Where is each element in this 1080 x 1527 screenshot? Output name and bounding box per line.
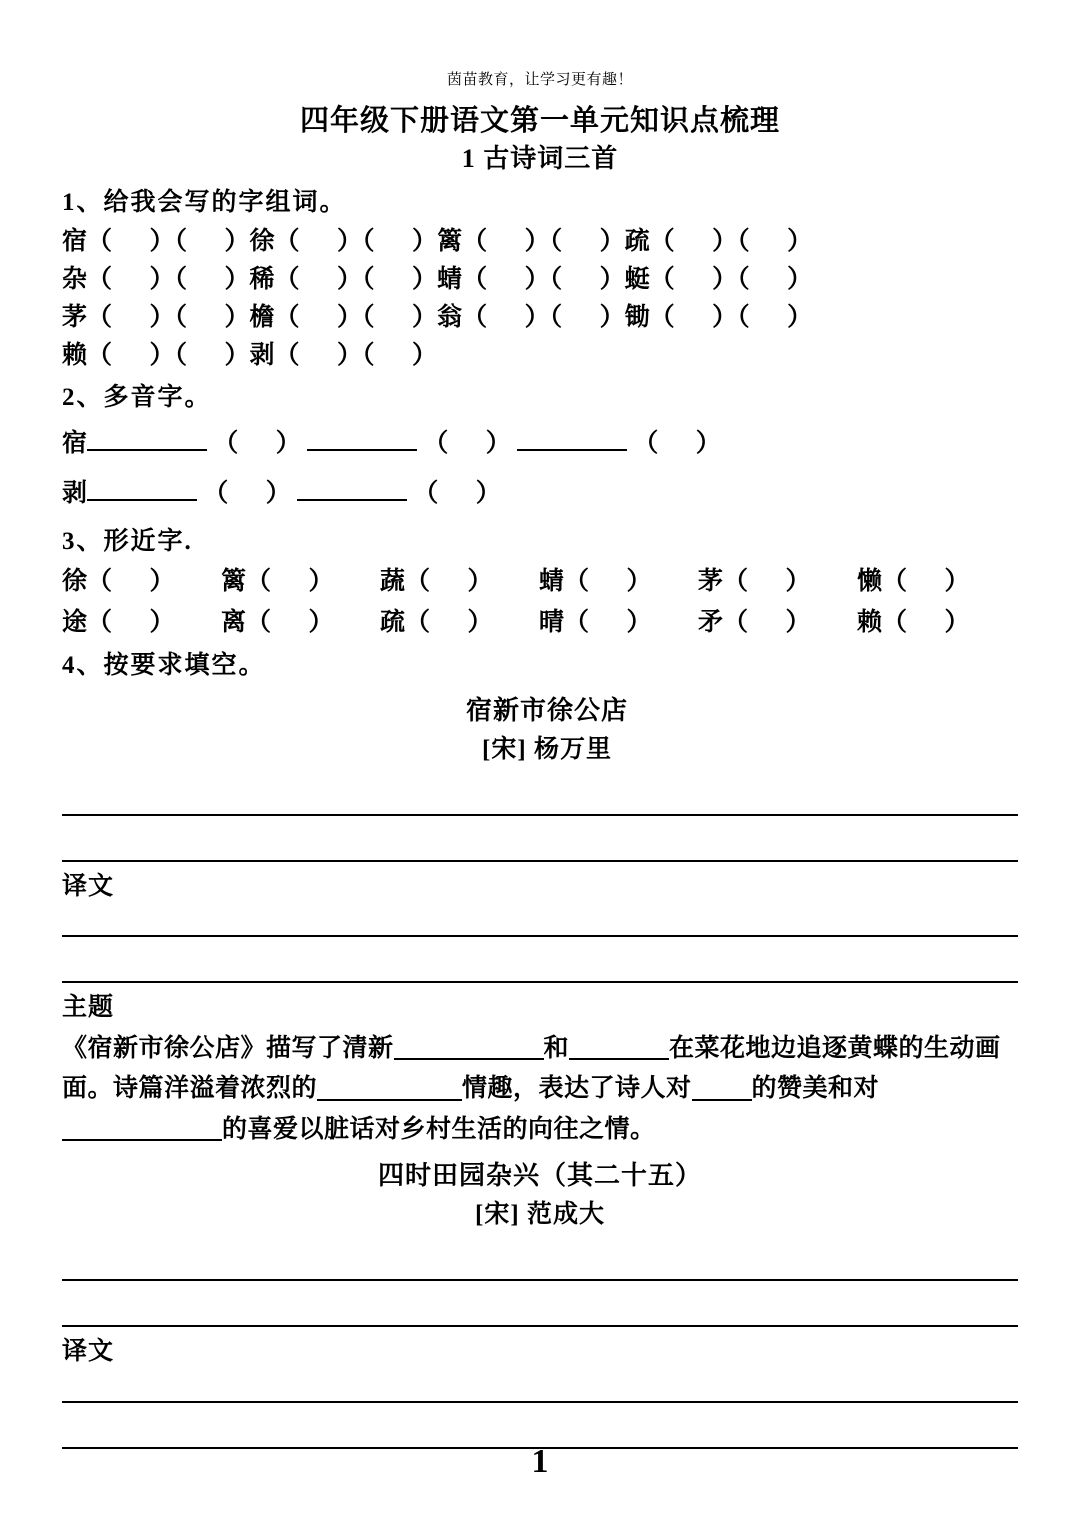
poem-1-author: [宋] 杨万里 [482, 735, 612, 763]
similar-char-cell [62, 603, 221, 644]
word-build-group [625, 299, 813, 337]
topic-text-6: 的赞美和对 [751, 1075, 880, 1103]
answer-paren[interactable]: （ ） [627, 429, 721, 457]
poem-2-author: [宋] 范成大 [475, 1201, 605, 1229]
poem-1-translation-space[interactable] [62, 905, 1018, 935]
similar-char-cell [62, 562, 221, 603]
answer-paren[interactable]: （ ）（ ） [87, 266, 250, 294]
similar-char-cell [380, 562, 539, 603]
page-number: 1 [531, 1443, 549, 1480]
answer-paren[interactable]: （ ）（ ） [87, 228, 250, 256]
poem-1-translation-space[interactable] [62, 937, 1018, 981]
word-build-group [625, 261, 813, 299]
char-label: 矛 [698, 608, 724, 636]
divider [62, 860, 1018, 862]
poem-1-title: 宿新市徐公店 [465, 695, 628, 725]
topic-text-7: 的喜爱以脏话对乡村生活的向往之情。 [222, 1115, 656, 1143]
poem-2-translation-space[interactable] [62, 1403, 1018, 1447]
word-build-group [62, 223, 250, 261]
char-label: 茅 [698, 568, 724, 596]
answer-paren[interactable]: （ ） [723, 568, 811, 596]
poem-2-title: 四时田园杂兴（其二十五） [377, 1161, 702, 1191]
answer-blank[interactable] [307, 422, 417, 450]
answer-paren[interactable]: （ ）（ ） [649, 228, 813, 256]
poem-2-translation-space[interactable] [62, 1371, 1018, 1401]
answer-paren[interactable]: （ ） [87, 608, 175, 636]
char-label: 晴 [539, 608, 565, 636]
answer-paren[interactable]: （ ）（ ） [87, 342, 250, 370]
char-label: 稀 [249, 266, 275, 294]
page-title: 四年级下册语文第一单元知识点梳理 [299, 105, 780, 137]
similar-char-cell [698, 562, 857, 603]
word-build-group [250, 261, 438, 299]
word-build-group [62, 337, 250, 375]
char-label: 疏 [380, 608, 406, 636]
similar-char-cell [380, 603, 539, 644]
char-label: 赖 [857, 608, 883, 636]
answer-paren[interactable]: （ ）（ ） [462, 266, 625, 294]
char-label: 疏 [624, 228, 650, 256]
word-build-group [62, 299, 250, 337]
similar-char-cell [857, 562, 1016, 603]
answer-paren[interactable]: （ ）（ ） [274, 304, 438, 332]
word-build-row [62, 261, 1018, 299]
char-label: 茅 [62, 304, 88, 332]
answer-paren[interactable]: （ ）（ ） [274, 342, 438, 370]
word-build-group [250, 299, 438, 337]
word-build-group [437, 299, 625, 337]
topic-blank[interactable] [394, 1033, 544, 1060]
topic-blank[interactable] [317, 1074, 462, 1101]
poem-2-write-space[interactable] [62, 1235, 1018, 1279]
char-label: 离 [221, 608, 247, 636]
topic-blank[interactable] [692, 1074, 752, 1101]
section-2-heading: 2、多音字。 [62, 384, 212, 412]
answer-paren[interactable]: （ ） [405, 608, 493, 636]
word-build-group [437, 223, 625, 261]
char-label: 蜻 [539, 568, 565, 596]
similar-char-cell [539, 603, 698, 644]
topic-text-1: 《宿新市徐公店》描写了清新 [62, 1034, 394, 1062]
answer-blank[interactable] [517, 422, 627, 450]
word-build-row [62, 223, 1018, 261]
answer-paren[interactable]: （ ）（ ） [274, 266, 438, 294]
char-label: 懒 [857, 568, 883, 596]
char-label: 翁 [437, 304, 463, 332]
poem-2-translation-label: 译文 [62, 1338, 115, 1366]
char-label: 徐 [62, 568, 88, 596]
answer-paren[interactable]: （ ） [417, 429, 518, 457]
answer-paren[interactable]: （ ） [564, 568, 652, 596]
answer-paren[interactable]: （ ） [207, 429, 308, 457]
similar-char-cell [221, 562, 380, 603]
word-build-group [250, 223, 438, 261]
answer-paren[interactable]: （ ） [246, 568, 334, 596]
word-build-group [625, 223, 813, 261]
answer-paren[interactable]: （ ） [87, 568, 175, 596]
poem-1-translation-label: 译文 [62, 872, 115, 900]
topic-blank[interactable] [62, 1114, 222, 1141]
answer-paren[interactable]: （ ） [246, 608, 334, 636]
page-subtitle: 1 古诗词三首 [461, 144, 619, 174]
answer-blank[interactable] [87, 472, 197, 500]
answer-paren[interactable]: （ ）（ ） [649, 304, 813, 332]
char-label: 檐 [249, 304, 275, 332]
answer-paren[interactable]: （ ）（ ） [87, 304, 250, 332]
divider [62, 1325, 1018, 1327]
similar-char-cell [221, 603, 380, 644]
answer-paren[interactable]: （ ） [723, 608, 811, 636]
char-label: 途 [62, 608, 88, 636]
word-build-group [437, 261, 625, 299]
char-label: 蔬 [380, 568, 406, 596]
word-build-group [250, 337, 438, 375]
char-label: 宿 [62, 228, 88, 256]
char-label: 剥 [62, 479, 88, 507]
similar-char-cell [698, 603, 857, 644]
similar-char-row [62, 562, 1018, 603]
similar-char-row [62, 603, 1018, 644]
word-build-row [62, 299, 1018, 337]
char-label: 蜻 [437, 266, 463, 294]
word-build-row [62, 337, 1018, 375]
topic-label: 主题 [62, 994, 115, 1022]
answer-paren[interactable]: （ ） [407, 479, 501, 507]
char-label: 赖 [62, 342, 88, 370]
divider [62, 981, 1018, 983]
similar-char-cell [539, 562, 698, 603]
poem-1-write-space[interactable] [62, 770, 1018, 814]
site-watermark: 茵苗教育，让学习更有趣！ [446, 70, 633, 88]
poem-1-write-space[interactable] [62, 816, 1018, 860]
answer-paren[interactable]: （ ）（ ） [462, 304, 625, 332]
char-label: 篱 [437, 228, 463, 256]
topic-blank[interactable] [569, 1033, 669, 1060]
section-4-heading: 4、按要求填空。 [62, 652, 266, 680]
answer-paren[interactable]: （ ） [564, 608, 652, 636]
similar-char-cell [857, 603, 1016, 644]
answer-paren[interactable]: （ ） [882, 568, 970, 596]
answer-paren[interactable]: （ ） [405, 568, 493, 596]
answer-paren[interactable]: （ ）（ ） [649, 266, 813, 294]
char-label: 篱 [221, 568, 247, 596]
char-label: 宿 [62, 429, 88, 457]
answer-paren[interactable]: （ ）（ ） [462, 228, 625, 256]
polyphone-row [62, 419, 1018, 469]
topic-text-5: 情趣，表达了诗人对 [462, 1075, 692, 1103]
topic-paragraph [62, 1029, 1018, 1151]
char-label: 蜓 [624, 266, 650, 294]
topic-text-2: 和 [543, 1034, 570, 1062]
polyphone-row [62, 469, 1018, 519]
topic-text-3: 在菜花地边追逐黄 [669, 1034, 874, 1062]
char-label: 剥 [249, 342, 275, 370]
section-1-heading: 1、给我会写的字组词。 [62, 188, 347, 216]
answer-paren[interactable]: （ ） [882, 608, 970, 636]
poem-2-write-space[interactable] [62, 1281, 1018, 1325]
topic-text-4: 蝶的生动画面。诗篇洋溢着浓烈的 [62, 1034, 1001, 1103]
answer-blank[interactable] [87, 422, 207, 450]
char-label: 锄 [624, 304, 650, 332]
char-label: 徐 [249, 228, 275, 256]
answer-blank[interactable] [297, 472, 407, 500]
section-3-heading: 3、形近字. [62, 527, 193, 555]
answer-paren[interactable]: （ ）（ ） [274, 228, 438, 256]
answer-paren[interactable]: （ ） [197, 479, 298, 507]
word-build-group [62, 261, 250, 299]
char-label: 杂 [62, 266, 88, 294]
